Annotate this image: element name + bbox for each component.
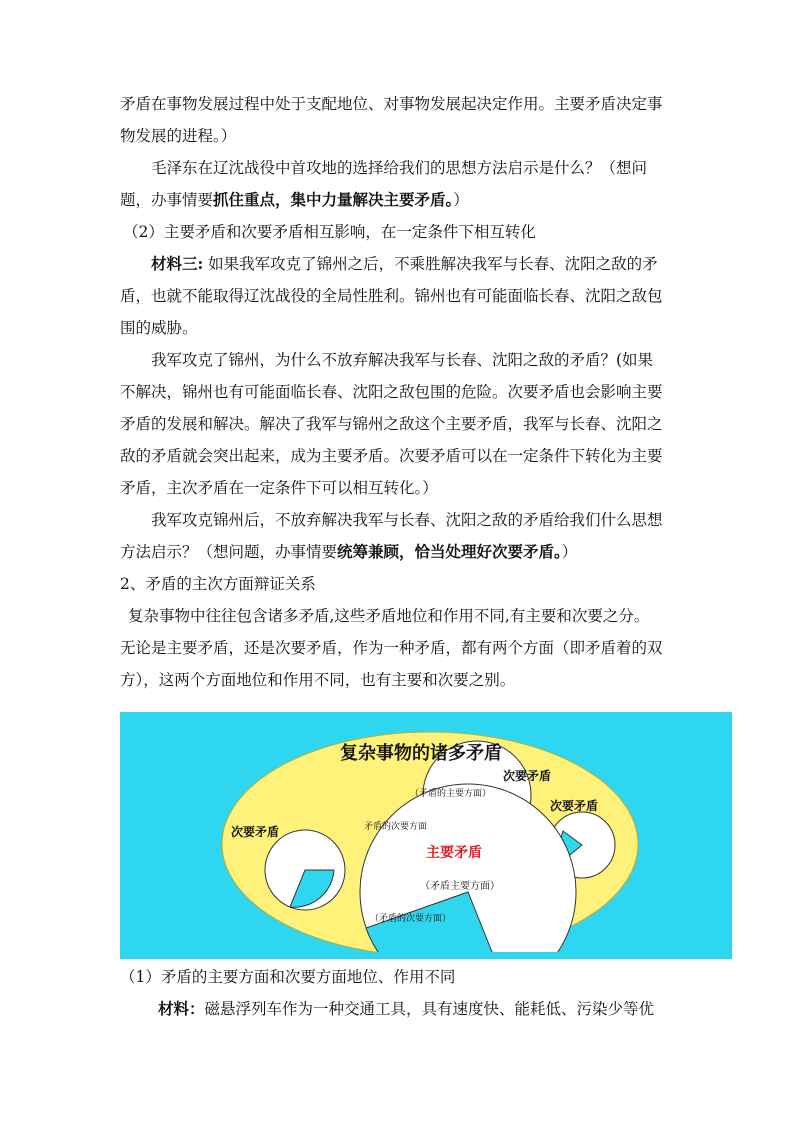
- paragraph-line: [120, 472, 680, 504]
- text: 毛泽东在辽沈战役中首攻地的选择给我们的思想方法启示是什么？（想问: [151, 159, 648, 177]
- section-heading: [120, 961, 690, 993]
- text: 磁悬浮列车作为一种交通工具，具有速度快、能耗低、污染少等优: [204, 1000, 655, 1018]
- paragraph-line: [120, 312, 680, 344]
- text: 我军攻克了锦州，为什么不放弃解决我军与长春、沈阳之敌的矛盾？(如果: [151, 351, 654, 369]
- paragraph-line: [120, 120, 680, 152]
- main-aspect-primary-label: （矛盾主要方面）: [420, 881, 500, 892]
- paragraph-line: [120, 993, 690, 1025]
- material-label: 材料：: [158, 999, 205, 1018]
- text: ）: [453, 191, 469, 209]
- text: 物发展的进程。）: [120, 127, 237, 145]
- text: 围的威胁。: [120, 319, 198, 337]
- secondary-label-left: 次要矛盾: [231, 825, 280, 839]
- paragraph-line: [120, 376, 680, 408]
- paragraph-line: [120, 248, 680, 280]
- text: 矛盾的发展和解决。解决了我军与锦州之敌这个主要矛盾，我军与长春、沈阳之: [120, 415, 663, 433]
- text: 我军攻克锦州后，不放弃解决我军与长春、沈阳之敌的矛盾给我们什么思想: [151, 511, 663, 529]
- bold-text: 抓住重点，集中力量解决主要矛盾。: [213, 190, 454, 209]
- paragraph-line: [120, 88, 680, 120]
- text: 矛盾，主次矛盾在一定条件下可以相互转化。）: [120, 479, 438, 497]
- document-body-continued: [120, 961, 690, 1025]
- diagram-bottom-band: [120, 952, 732, 959]
- paragraph-line: [120, 280, 680, 312]
- paragraph-line: [120, 632, 680, 664]
- text: 无论是主要矛盾，还是次要矛盾，作为一种矛盾，都有两个方面（即矛盾着的双: [120, 639, 663, 657]
- paragraph-line: [120, 504, 680, 536]
- text: 2、矛盾的主次方面辩证关系: [120, 575, 316, 593]
- text: （2）主要矛盾和次要矛盾相互影响，在一定条件下相互转化: [123, 223, 536, 241]
- main-aspect-top-label: （矛盾的主要方面）: [410, 789, 492, 799]
- material-label: 材料三:: [151, 254, 204, 273]
- secondary-aspect-primary-label: （矛盾的次要方面）: [370, 914, 452, 924]
- paragraph-line: [120, 664, 680, 696]
- text: 敌的矛盾就会突出起来，成为主要矛盾。次要矛盾可以在一定条件下转化为主要: [120, 447, 663, 465]
- secondary-label-right: 次要矛盾: [550, 799, 599, 813]
- diagram-title: 复杂事物的诸多矛盾: [340, 743, 502, 764]
- paragraph-line: [120, 536, 680, 568]
- section-heading: [120, 216, 680, 248]
- secondary-aspect-top-label: 矛盾的次要方面: [364, 822, 428, 832]
- text: 复杂事物中往往包含诸多矛盾,这些矛盾地位和作用不同,有主要和次要之分。: [128, 607, 650, 625]
- text: 不解决，锦州也有可能面临长春、沈阳之敌包围的危险。次要矛盾也会影响主要: [120, 383, 663, 401]
- text: 方法启示？（想问题，办事情要: [120, 543, 338, 561]
- contradictions-diagram: [120, 712, 732, 959]
- text: 盾，也就不能取得辽沈战役的全局性胜利。锦州也有可能面临长春、沈阳之敌包: [120, 287, 663, 305]
- primary-contradiction-label: 主要矛盾: [426, 845, 482, 861]
- text: 方），这两个方面地位和作用不同，也有主要和次要之别。: [120, 671, 516, 689]
- text: 题，办事情要: [120, 191, 214, 209]
- paragraph-line: [120, 184, 680, 216]
- document-body: [120, 88, 680, 696]
- text: （1）矛盾的主要方面和次要方面地位、作用不同: [120, 968, 456, 986]
- text: 矛盾在事物发展过程中处于支配地位、对事物发展起决定作用。主要矛盾决定事: [120, 95, 663, 113]
- paragraph-line: [120, 440, 680, 472]
- paragraph-line: [120, 600, 680, 632]
- paragraph-line: [120, 408, 680, 440]
- secondary-label-top: 次要矛盾: [503, 769, 552, 783]
- text: 如果我军攻克了锦州之后，不乘胜解决我军与长春、沈阳之敌的矛: [203, 255, 658, 273]
- text: ）: [561, 543, 578, 561]
- section-heading: [120, 568, 680, 600]
- diagram-svg: [120, 712, 732, 959]
- bold-text: 统筹兼顾，恰当处理好次要矛盾。: [337, 542, 562, 561]
- paragraph-line: [120, 152, 680, 184]
- paragraph-line: [120, 344, 680, 376]
